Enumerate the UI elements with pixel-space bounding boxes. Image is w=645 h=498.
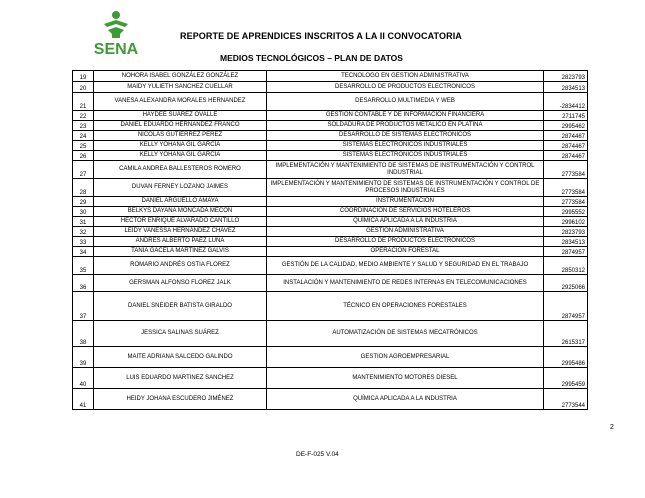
applicant-name: NOHORA ISABEL GONZÁLEZ GONZÁLEZ	[94, 71, 267, 82]
table-row	[73, 292, 588, 321]
program-name: GESTIÓN DE LA CALIDAD, MEDIO AMBIENTE Y SALUD Y SEGURIDAD EN EL TRABAJO	[267, 257, 544, 275]
row-number: 26	[73, 151, 94, 161]
program-name: QUÍMICA APLICADA A LA INDUSTRIA	[267, 217, 544, 227]
phone-number: 2615317	[544, 321, 588, 347]
row-number: 41	[73, 389, 94, 410]
program-name: SOLDADURA DE PRODUCTOS METALICO EN PLATINA	[267, 121, 544, 131]
applicant-name: CAMILA ANDREA BALLESTEROS ROMERO	[94, 161, 267, 179]
applicant-name: HAYDEÉ SUÁREZ OVALLE	[94, 111, 267, 121]
phone-number: 2874467	[544, 131, 588, 141]
row-number: 24	[73, 131, 94, 141]
table-row	[73, 237, 588, 247]
applicant-name: KELLY YOHANA GIL GARCÍA	[94, 141, 267, 151]
phone-number: 2834513	[544, 82, 588, 93]
program-name: GESTION CONTABLE Y DE INFORMACIÓN FINANCIERA	[267, 111, 544, 121]
table-row	[73, 321, 588, 347]
row-number: 37	[73, 292, 94, 321]
table-row	[73, 141, 588, 151]
phone-number: 2925066	[544, 275, 588, 292]
program-name: SISTEMAS ELECTRÓNICOS INDUSTRIALES	[267, 141, 544, 151]
phone-number: 2850312	[544, 257, 588, 275]
phone-number: 2834513	[544, 237, 588, 247]
phone-number: 2995462	[544, 121, 588, 131]
program-name: IMPLEMENTACIÓN Y MANTENIMIENTO DE SISTEMAS DE INSTRUMENTACIÓN Y CONTROL INDUSTRIAL	[267, 161, 544, 179]
applicant-name: NICOLÁS GUTIÉRREZ PEREZ	[94, 131, 267, 141]
table-row	[73, 93, 588, 111]
report-subtitle: MEDIOS TECNOLÓGICOS – PLAN DE DATOS	[220, 53, 403, 63]
program-name: MANTENIMIENTO MOTORES DIESEL	[267, 368, 544, 389]
report-title: REPORTE DE APRENDICES INSCRITOS A LA II CONVOCATORIA	[180, 31, 462, 41]
row-number: 30	[73, 207, 94, 217]
table-row	[73, 161, 588, 179]
table-row	[73, 82, 588, 93]
phone-number: 2995552	[544, 207, 588, 217]
row-number: 40	[73, 368, 94, 389]
table-row	[73, 227, 588, 237]
phone-number: 2874957	[544, 292, 588, 321]
program-name: IMPLEMENTACIÓN Y MANTENIMIENTO DE SISTEMAS DE INSTRUMENTACIÓN Y CONTROL DE PROCESOS INDUSTRIALES	[267, 179, 544, 197]
table-row	[73, 197, 588, 207]
document-code: DE-F-025 V.04	[296, 451, 339, 458]
applicant-name: MAIDY YULIETH SANCHEZ CUELLAR	[94, 82, 267, 93]
applicant-name: HEIDY JOHANA ESCUDERO JIMÉNEZ	[94, 389, 267, 410]
row-number: 28	[73, 179, 94, 197]
table-row	[73, 217, 588, 227]
applicant-name: GERSMAN ALFONSO FLOREZ JALK	[94, 275, 267, 292]
program-name: SISTEMAS ELECTRÓNICOS INDUSTRIALES	[267, 151, 544, 161]
applicant-name: DUVAN FERNEY LOZANO JAIMES	[94, 179, 267, 197]
phone-number: 2773584	[544, 161, 588, 179]
table-row	[73, 151, 588, 161]
table-row	[73, 275, 588, 292]
table-row	[73, 207, 588, 217]
program-name: TÉCNICO EN OPERACIONES FORESTALES	[267, 292, 544, 321]
applicant-name: MAITE ADRIANA SALCEDO GALINDO	[94, 347, 267, 368]
table-row	[73, 247, 588, 257]
row-number: 21	[73, 93, 94, 111]
phone-number: 2773584	[544, 197, 588, 207]
program-name: GESTION AGROEMPRESARIAL	[267, 347, 544, 368]
program-name: DESARROLLO DE SISTEMAS ELECTRÓNICOS	[267, 131, 544, 141]
applicant-name: KELLY YOHANA GIL GARCÍA	[94, 151, 267, 161]
applicant-name: DANIEL SNEIDER BATISTA GIRALDO	[94, 292, 267, 321]
program-name: INSTRUMENTACIÓN	[267, 197, 544, 207]
row-number: 19	[73, 71, 94, 82]
row-number: 31	[73, 217, 94, 227]
applicant-name: JESSICA SALINAS SUÁREZ	[94, 321, 267, 347]
phone-number: 2996102	[544, 217, 588, 227]
applicant-name: ANDRES ALBERTO PAEZ LUNA	[94, 237, 267, 247]
row-number: 32	[73, 227, 94, 237]
program-name: COORDINACIÓN DE SERVICIOS HOTELEROS	[267, 207, 544, 217]
row-number: 23	[73, 121, 94, 131]
table-row	[73, 71, 588, 82]
phone-number: 2823793	[544, 71, 588, 82]
table-row	[73, 121, 588, 131]
program-name: GESTIÓN ADMINISTRATIVA	[267, 227, 544, 237]
phone-number: 2874467	[544, 141, 588, 151]
applicant-name: VANESA ALEXANDRA MORALES HERNANDEZ	[94, 93, 267, 111]
phone-number: 2995459	[544, 368, 588, 389]
program-name: DESARROLLO MULTIMEDIA Y WEB	[267, 93, 544, 111]
applicants-table	[72, 70, 588, 410]
table-row	[73, 111, 588, 121]
sena-logo-icon	[86, 10, 146, 56]
sena-logo	[86, 10, 146, 56]
row-number: 22	[73, 111, 94, 121]
table-row	[73, 347, 588, 368]
phone-number: -2834412	[544, 93, 588, 111]
row-number: 27	[73, 161, 94, 179]
row-number: 25	[73, 141, 94, 151]
phone-number: 2773544	[544, 389, 588, 410]
row-number: 38	[73, 321, 94, 347]
phone-number: 2874467	[544, 151, 588, 161]
row-number: 20	[73, 82, 94, 93]
applicant-name: HECTOR ENRIQUE ALVARADO CANTILLO	[94, 217, 267, 227]
phone-number: 2995486	[544, 347, 588, 368]
table-row	[73, 389, 588, 410]
logo-text: SENA	[93, 41, 139, 56]
applicants-table-body	[73, 71, 588, 410]
table-row	[73, 179, 588, 197]
applicant-name: DANIEL EDUARDO HERNANDEZ FRANCO	[94, 121, 267, 131]
applicant-name: BELKYS DAYANA MONCADA MECON	[94, 207, 267, 217]
row-number: 33	[73, 237, 94, 247]
table-row	[73, 368, 588, 389]
table-row	[73, 131, 588, 141]
page-number: 2	[610, 424, 614, 431]
phone-number: 2711745	[544, 111, 588, 121]
applicant-name: LEIDY VANESSA HERNÁNDEZ CHAVEZ	[94, 227, 267, 237]
program-name: TECNOLOGO EN GESTION ADMINISTRATIVA	[267, 71, 544, 82]
applicant-name: DANIEL ARGÜELLO AMAYA	[94, 197, 267, 207]
row-number: 36	[73, 275, 94, 292]
program-name: INSTALACIÓN Y MANTENIMIENTO DE REDES INTERNAS EN TELECOMUNICACIONES	[267, 275, 544, 292]
table-row	[73, 257, 588, 275]
program-name: DESARROLLO DE PRODUCTOS ELECTRONICOS	[267, 82, 544, 93]
row-number: 29	[73, 197, 94, 207]
phone-number: 2773584	[544, 179, 588, 197]
row-number: 35	[73, 257, 94, 275]
program-name: OPERACION FORESTAL	[267, 247, 544, 257]
applicant-name: ROMARIO ANDRÉS OSTIA FLOREZ	[94, 257, 267, 275]
phone-number: 2823793	[544, 227, 588, 237]
row-number: 34	[73, 247, 94, 257]
applicant-name: TANIA GACELA MARTÍNEZ GALVIS	[94, 247, 267, 257]
program-name: DESARROLLO DE PRODUCTOS ELECTRONICOS	[267, 237, 544, 247]
program-name: QUÍMICA APLICADA A LA INDUSTRIA	[267, 389, 544, 410]
applicant-name: LUIS EDUARDO MARTINEZ SANCHEZ	[94, 368, 267, 389]
row-number: 39	[73, 347, 94, 368]
program-name: AUTOMATIZACIÓN DE SISTEMAS MECATRÓNICOS	[267, 321, 544, 347]
phone-number: 2874957	[544, 247, 588, 257]
